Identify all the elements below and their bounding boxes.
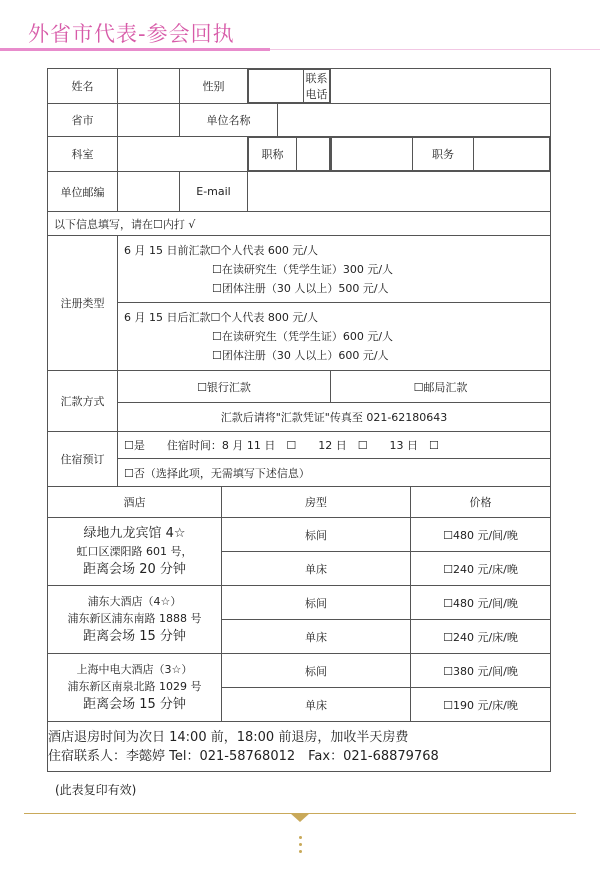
name-label: 姓名	[48, 69, 118, 104]
position-label: 职务	[413, 138, 474, 171]
reg-before-line2[interactable]: ☐在读研究生（凭学生证）300 元/人	[212, 262, 394, 276]
room-header: 房型	[222, 487, 411, 518]
checkout-note: 酒店退房时间为次日 14:00 前，18:00 前退房，加收半天房费	[48, 729, 409, 745]
reg-after-line2[interactable]: ☐在读研究生（凭学生证）600 元/人	[212, 330, 394, 343]
reg-before-line3[interactable]: ☐团体注册（30 人以上）500 元/人	[212, 281, 389, 295]
hotel-distance: 距离会场 15 分钟	[83, 697, 186, 712]
ornament-triangle-icon	[290, 813, 310, 822]
room-type: 标间	[222, 518, 411, 552]
unit-field[interactable]	[278, 104, 551, 137]
reg-after-line1[interactable]: 6 月 15 日后汇款☐个人代表 800 元/人	[124, 311, 319, 324]
title-label: 职称	[249, 138, 297, 171]
copy-valid-note: (此表复印有效)	[55, 783, 137, 797]
room-type: 标间	[222, 654, 411, 688]
phone-label: 联系电话	[304, 70, 330, 103]
lodging-yes-option[interactable]: ☐是 住宿时间：8 月 11 日 ☐ 12 日 ☐ 13 日 ☐	[118, 432, 551, 459]
gender-label: 性别	[180, 69, 248, 104]
room-type: 标间	[222, 586, 411, 620]
room-price-option[interactable]: ☐190 元/床/晚	[411, 688, 551, 722]
payment-label: 汇款方式	[48, 371, 118, 432]
payment-post-option[interactable]: ☐邮局汇款	[331, 371, 551, 403]
page-title: 外省市代表-参会回执	[28, 22, 235, 46]
hotel-name: 浦东大酒店（4☆）	[87, 595, 182, 608]
title-field[interactable]	[297, 138, 330, 171]
hotel-header: 酒店	[48, 487, 222, 518]
reg-before-line1[interactable]: 6 月 15 日前汇款☐个人代表 600 元/人	[124, 243, 319, 257]
room-type: 单床	[222, 552, 411, 586]
email-field[interactable]	[248, 172, 551, 212]
hotel-name: 上海中电大酒店（3☆）	[76, 663, 193, 676]
lodging-no-option[interactable]: ☐否（选择此项，无需填写下述信息）	[118, 459, 551, 487]
hotel-cell	[48, 654, 222, 722]
hotel-cell	[48, 586, 222, 654]
instruction-text: 以下信息填写，请在☐内打 √	[48, 212, 551, 236]
price-header: 价格	[411, 487, 551, 518]
postcode-field[interactable]	[118, 172, 180, 212]
postcode-label: 单位邮编	[48, 172, 118, 212]
name-field[interactable]	[118, 69, 180, 104]
room-price-option[interactable]: ☐480 元/间/晚	[411, 518, 551, 552]
reg-type-label: 注册类型	[48, 236, 118, 371]
room-price-option[interactable]: ☐240 元/床/晚	[411, 620, 551, 654]
hotel-name: 绿地九龙宾馆 4☆	[83, 526, 186, 541]
hotel-distance: 距离会场 15 分钟	[83, 629, 186, 644]
payment-fax-note: 汇款后请将"汇款凭证"传真至 021-62180643	[118, 403, 551, 432]
gender-field[interactable]	[249, 70, 304, 103]
registration-form	[47, 68, 551, 772]
reg-after-line3[interactable]: ☐团体注册（30 人以上）600 元/人	[212, 349, 389, 362]
province-field[interactable]	[118, 104, 180, 137]
table-row	[48, 518, 551, 552]
hotel-cell	[48, 518, 222, 586]
payment-bank-option[interactable]: ☐银行汇款	[118, 371, 331, 403]
hotel-address: 浦东新区浦东南路 1888 号	[67, 612, 202, 625]
province-label: 省市	[48, 104, 118, 137]
title-field-extra[interactable]	[332, 138, 413, 171]
footer-note-cell	[48, 722, 551, 772]
reg-after-options[interactable]	[118, 303, 551, 371]
room-type: 单床	[222, 688, 411, 722]
unit-label: 单位名称	[180, 104, 278, 137]
lodging-label: 住宿预订	[48, 432, 118, 487]
room-type: 单床	[222, 620, 411, 654]
hotel-address: 虹口区溧阳路 601 号，	[76, 545, 193, 558]
ornament-dots-icon	[296, 836, 304, 857]
dept-field[interactable]	[118, 137, 248, 172]
email-label: E-mail	[180, 172, 248, 212]
hotel-address: 浦东新区南泉北路 1029 号	[67, 680, 202, 693]
hotel-distance: 距离会场 20 分钟	[83, 562, 186, 577]
dept-label: 科室	[48, 137, 118, 172]
room-price-option[interactable]: ☐480 元/间/晚	[411, 586, 551, 620]
contact-info: 住宿联系人：李懿婷 Tel：021-58768012 Fax：021-68879768	[48, 748, 439, 764]
title-accent-bar	[0, 48, 270, 51]
table-row	[48, 586, 551, 620]
position-field[interactable]	[474, 138, 550, 171]
table-row	[48, 654, 551, 688]
room-price-option[interactable]: ☐240 元/床/晚	[411, 552, 551, 586]
reg-before-options[interactable]	[118, 236, 551, 303]
room-price-option[interactable]: ☐380 元/间/晚	[411, 654, 551, 688]
phone-field[interactable]	[331, 69, 551, 104]
